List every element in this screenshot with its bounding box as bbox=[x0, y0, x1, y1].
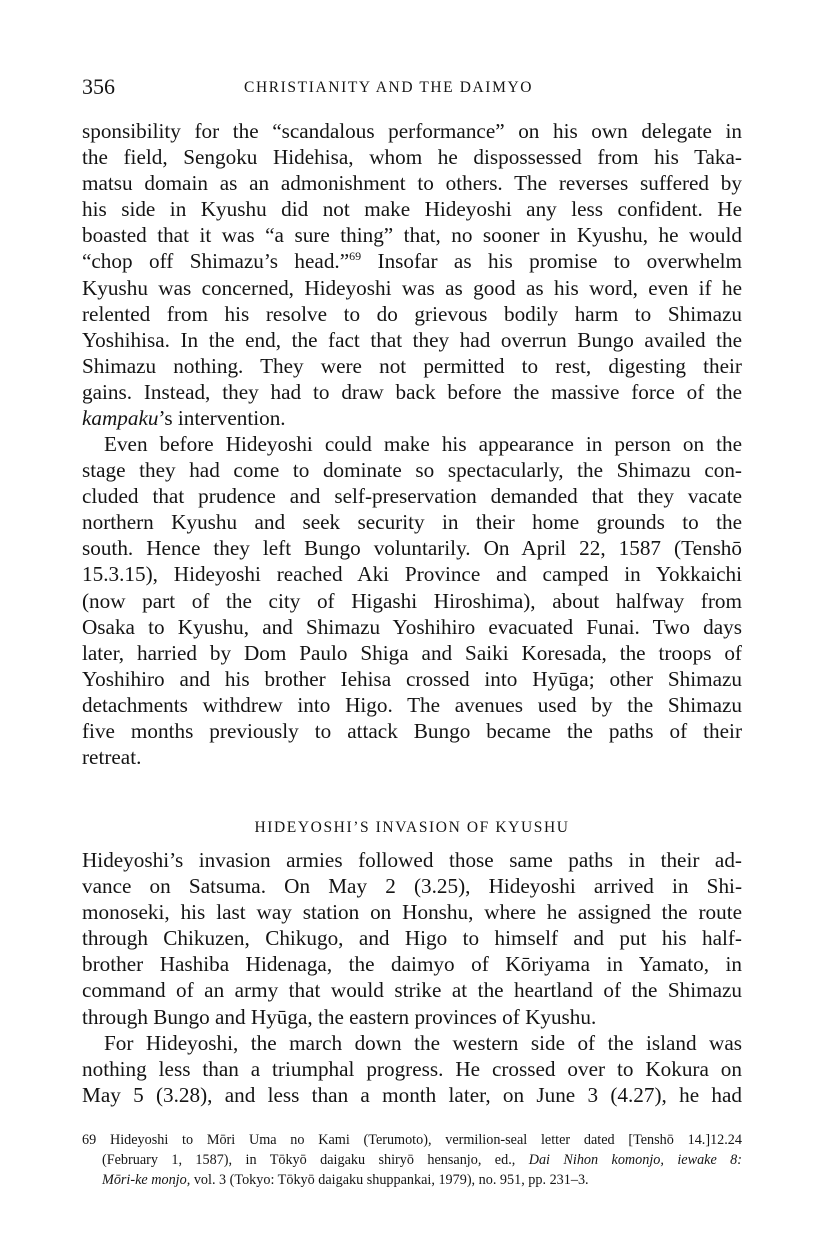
text-line: command of an army that would strike at the heartland of the Shimazu bbox=[82, 978, 742, 1003]
text-line: Shimazu nothing. They were not permitted to rest, digesting their bbox=[82, 353, 742, 378]
text-line: nothing less than a triumphal progress. He crossed over to Kokura on bbox=[82, 1057, 742, 1082]
text-line: through Chikuzen, Chikugo, and Higo to himself and put his half- bbox=[82, 926, 742, 951]
footnote bbox=[82, 1130, 742, 1190]
footnote-line bbox=[82, 1130, 742, 1150]
text-line bbox=[82, 248, 742, 274]
footnote-line bbox=[82, 1150, 742, 1170]
text-line: the field, Sengoku Hidehisa, whom he dispossessed from his Taka- bbox=[82, 145, 742, 170]
text-segment: Insofar as his promise to overwhelm bbox=[361, 249, 742, 274]
footnote-title: Mōri-ke monjo, bbox=[102, 1172, 191, 1188]
paragraph-1 bbox=[82, 118, 742, 431]
text-line: Yoshihiro and his brother Iehisa crossed into Hyūga; other Shimazu bbox=[82, 666, 742, 691]
italic-term: kampaku bbox=[82, 406, 159, 431]
text-line: his side in Kyushu did not make Hideyoshi any less confident. He bbox=[82, 197, 742, 222]
footnote-number: 69 bbox=[82, 1132, 97, 1148]
text-line: through Bungo and Hyūga, the eastern provinces of Kyushu. bbox=[82, 1004, 597, 1029]
footnote-text: (February 1, 1587), in Tōkyō daigaku shiryō hensanjo, ed., bbox=[102, 1152, 529, 1168]
text-line: detachments withdrew into Higo. The avenues used by the Shimazu bbox=[82, 692, 742, 717]
text-line: For Hideyoshi, the march down the western side of the island was bbox=[104, 1031, 742, 1055]
text-line: stage they had come to dominate so spectacularly, the Shimazu con- bbox=[82, 458, 742, 483]
text-line: brother Hashiba Hidenaga, the daimyo of Kōriyama in Yamato, in bbox=[82, 952, 742, 977]
text-line: Even before Hideyoshi could make his appearance in person on the bbox=[104, 432, 742, 456]
text-line: south. Hence they left Bungo voluntarily. On April 22, 1587 (Tenshō bbox=[82, 536, 742, 561]
text-line: five months previously to attack Bungo became the paths of their bbox=[82, 719, 742, 744]
text-line: later, harried by Dom Paulo Shiga and Saiki Koresada, the troops of bbox=[82, 640, 742, 665]
running-head: CHRISTIANITY AND THE DAIMYO bbox=[244, 79, 534, 96]
paragraph-4 bbox=[82, 1030, 742, 1108]
paragraph-2 bbox=[82, 431, 742, 770]
text-line: retreat. bbox=[82, 745, 142, 770]
footnote-reference[interactable]: 69 bbox=[349, 249, 362, 264]
text-line: Osaka to Kyushu, and Shimazu Yoshihiro evacuated Funai. Two days bbox=[82, 614, 742, 639]
text-line: May 5 (3.28), and less than a month later, on June 3 (4.27), he had bbox=[82, 1083, 742, 1108]
text-segment: ’s intervention. bbox=[158, 406, 286, 431]
text-line: Hideyoshi’s invasion armies followed those same paths in their ad- bbox=[82, 848, 742, 872]
page-number: 356 bbox=[82, 74, 115, 99]
text-line: cluded that prudence and self-preservation demanded that they vacate bbox=[82, 484, 742, 509]
text-line: gains. Instead, they had to draw back before the massive force of the bbox=[82, 379, 742, 404]
text-line: relented from his resolve to do grievous bodily harm to Shimazu bbox=[82, 301, 742, 326]
text-line: Yoshihisa. In the end, the fact that they had overrun Bungo availed the bbox=[82, 327, 742, 352]
page-header bbox=[82, 72, 742, 102]
text-line: sponsibility for the “scandalous performance” on his own delegate in bbox=[82, 119, 742, 143]
text-line: (now part of the city of Higashi Hiroshima), about halfway from bbox=[82, 588, 742, 613]
text-line: 15.3.15), Hideyoshi reached Aki Province and camped in Yokkaichi bbox=[82, 562, 742, 587]
footnote-title: Dai Nihon komonjo, iewake 8: bbox=[528, 1152, 742, 1168]
footnote-text: vol. 3 (Tokyo: Tōkyō daigaku shuppankai, 1979), no. 951, pp. 231–3. bbox=[190, 1172, 589, 1188]
text-segment: “chop off Shimazu’s head.” bbox=[82, 249, 350, 274]
text-line: Kyushu was concerned, Hideyoshi was as good as his word, even if he bbox=[82, 275, 742, 300]
text-line: monoseki, his last way station on Honshu, where he assigned the route bbox=[82, 900, 742, 925]
paragraph-3 bbox=[82, 847, 742, 1030]
footnote-line bbox=[82, 1170, 742, 1190]
footnote-text: Hideyoshi to Mōri Uma no Kami (Terumoto), vermilion-seal letter dated [Tenshō 14.]12.24 bbox=[109, 1132, 742, 1148]
text-line: matsu domain as an admonishment to others. The reverses suffered by bbox=[82, 171, 742, 196]
text-line bbox=[82, 405, 742, 431]
text-line: vance on Satsuma. On May 2 (3.25), Hideyoshi arrived in Shi- bbox=[82, 874, 742, 899]
text-line: boasted that it was “a sure thing” that, no sooner in Kyushu, he would bbox=[82, 223, 742, 248]
text-line: northern Kyushu and seek security in their home grounds to the bbox=[82, 510, 742, 535]
section-heading: HIDEYOSHI’S INVASION OF KYUSHU bbox=[254, 819, 570, 836]
